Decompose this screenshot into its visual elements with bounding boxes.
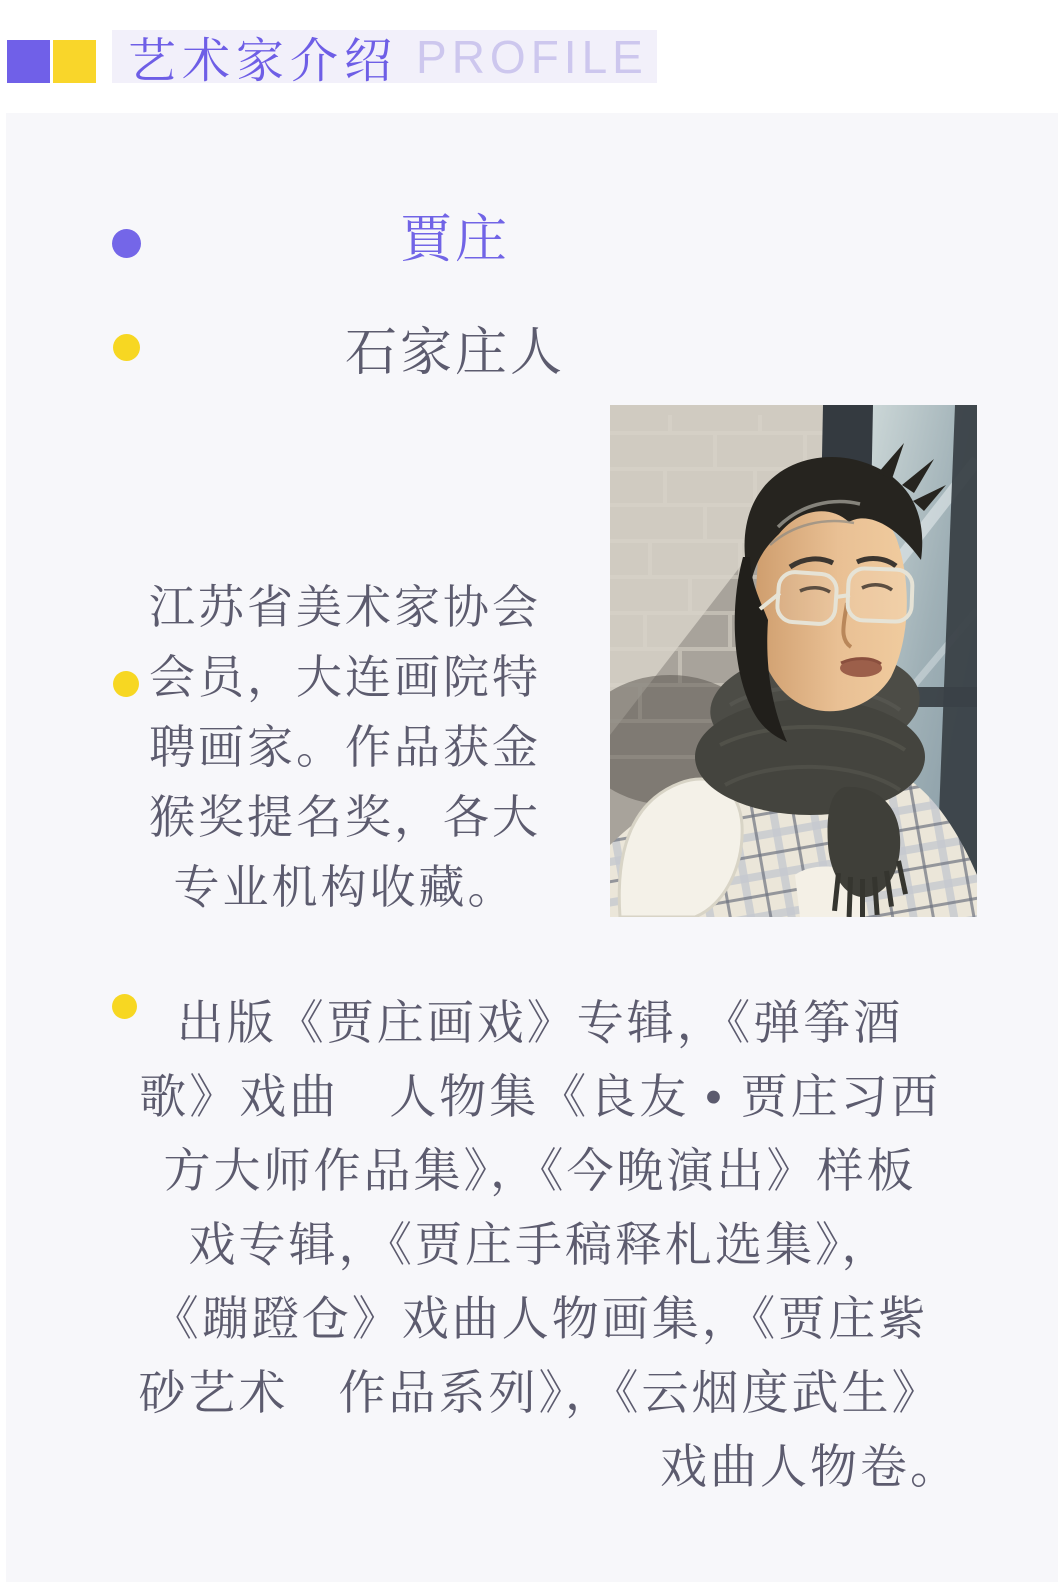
bio-line: 聘画家。作品获金 — [149, 721, 541, 773]
section-subtitle: PROFILE — [416, 30, 648, 83]
publication-line: 方大师作品集》，《今晚演出》样板 — [163, 1144, 917, 1197]
bio-line: 会员，大连画院特 — [149, 651, 541, 703]
publication-line: 出版《贾庄画戏》专辑，《弹筝酒 — [176, 996, 904, 1049]
bio-line: 江苏省美术家协会 — [149, 581, 541, 633]
section-title: 艺术家介绍 — [128, 35, 399, 88]
bio-line: 猴奖提名奖，各大 — [149, 791, 541, 843]
artist-photo-illustration — [610, 405, 977, 917]
decor-square-purple-icon — [7, 40, 50, 83]
artist-origin: 石家庄人 — [344, 324, 565, 382]
artist-name: 賈庄 — [399, 211, 510, 269]
artist-photo[interactable] — [610, 405, 977, 917]
publication-line: 戏曲人物卷。 — [660, 1440, 960, 1493]
publication-line: 歌》戏曲 人物集《良友 • 贾庄习西 — [139, 1070, 941, 1123]
publication-line: 砂艺术 作品系列》，《云烟度武生》 — [138, 1366, 942, 1419]
bio-line: 专业机构收藏。 — [173, 861, 517, 913]
artist-publications — [100, 986, 980, 1504]
section-title-strip — [112, 30, 657, 88]
decor-square-yellow-icon — [53, 40, 96, 83]
publication-line: 《蹦蹬仓》戏曲人物画集，《贾庄紫 — [151, 1292, 929, 1345]
publication-line: 戏专辑，《贾庄手稿释札选集》， — [188, 1218, 892, 1271]
artist-bio — [105, 572, 585, 922]
